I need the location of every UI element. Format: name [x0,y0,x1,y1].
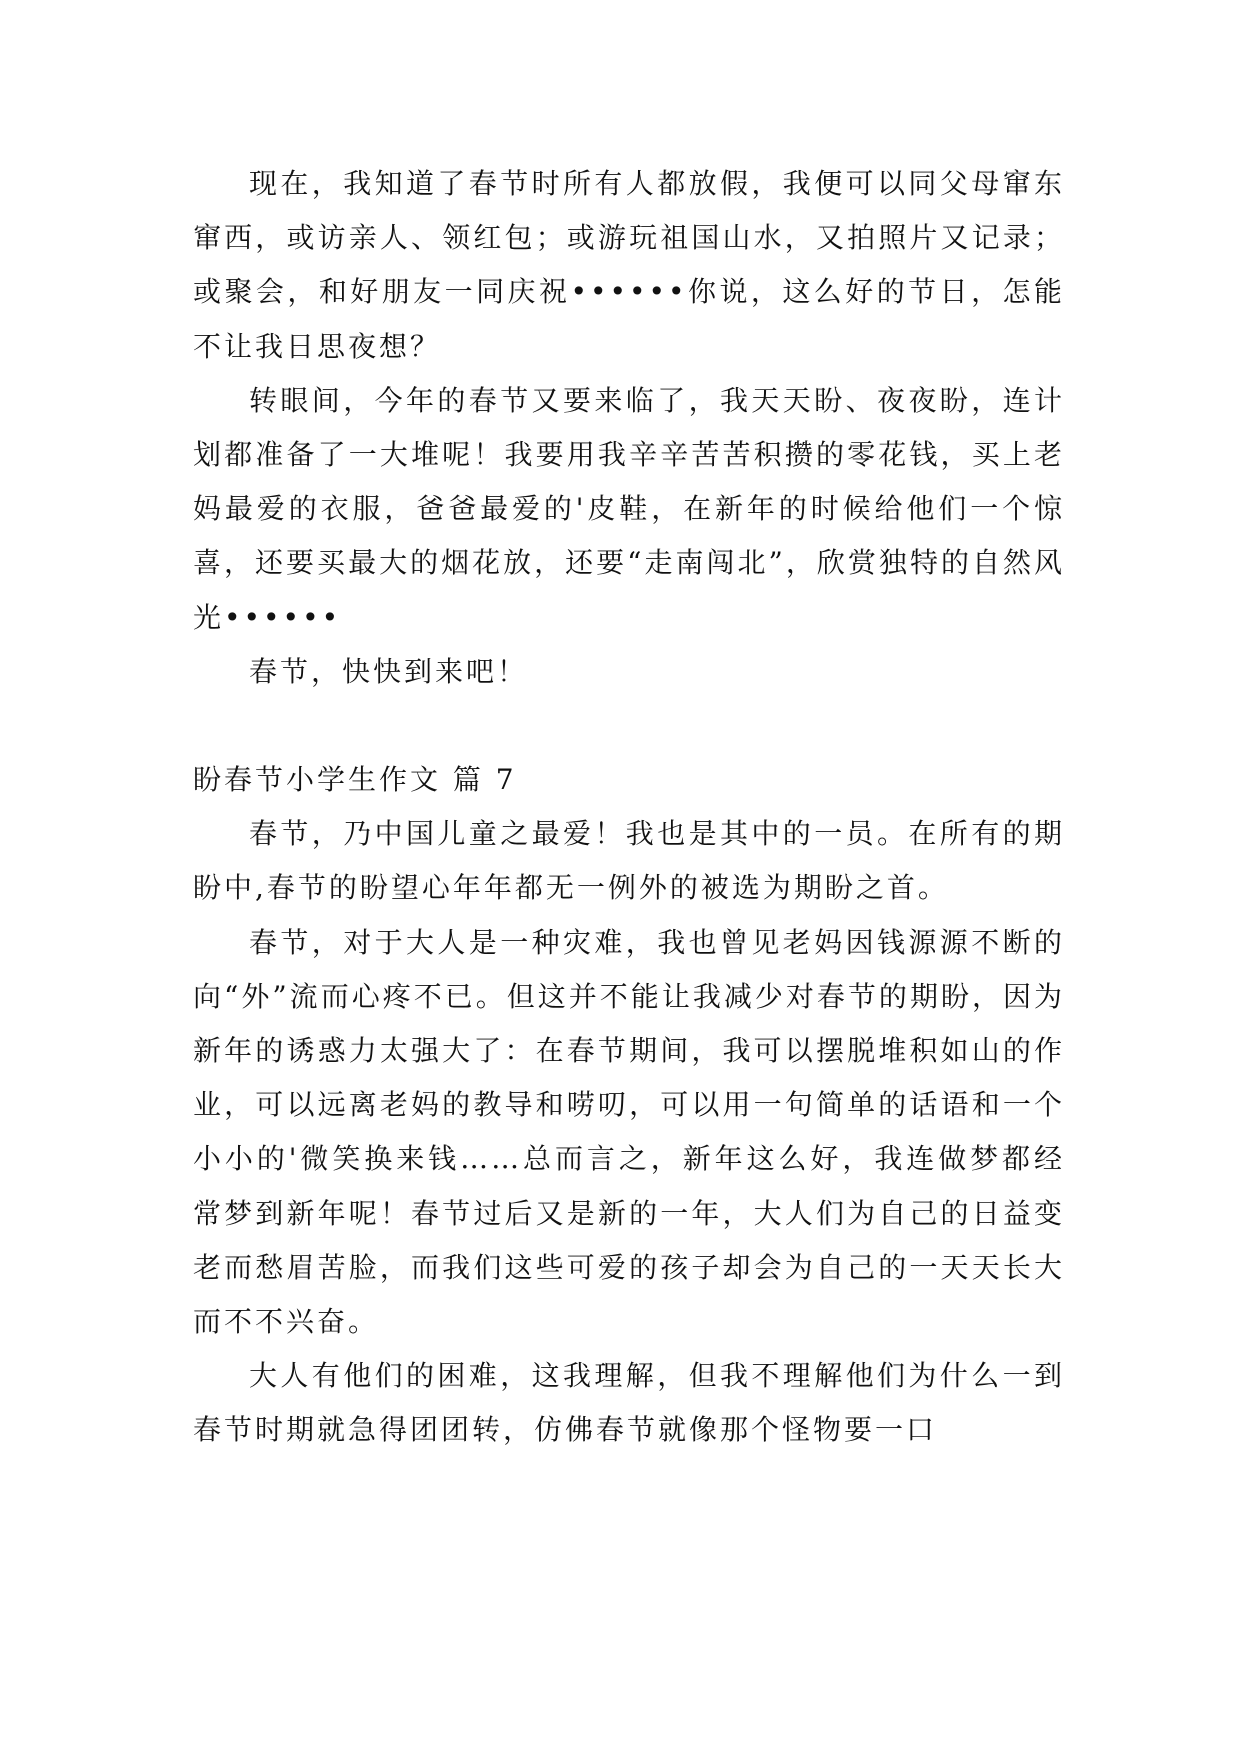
section-spacer [193,699,1065,753]
paragraph: 春节，对于大人是一种灾难，我也曾见老妈因钱源源不断的向“外”流而心疼不已。但这并不能让我减少对春节的期盼，因为新年的诱惑力太强大了：在春节期间，我可以摆脱堆积如山的作业，可以远离老妈的教导和唠叨，可以用一句简单的话语和一个小小的'微笑换来钱……总而言之，新年这么好，我连做梦都经常梦到新年呢！春节过后又是新的一年，大人们为自己的日益变老而愁眉苦脸，而我们这些可爱的孩子却会为自己的一天天长大而不不兴奋。 [193,925,1065,1339]
paragraph: 春节，快快到来吧！ [249,654,529,688]
paragraph: 春节，乃中国儿童之最爱！我也是其中的一员。在所有的期盼中,春节的盼望心年年都无一例外的被选为期盼之首。 [193,817,1065,905]
paragraph: 转眼间，今年的春节又要来临了，我天天盼、夜夜盼，连计划都准备了一大堆呢！我要用我辛辛苦苦积攒的零花钱，买上老妈最爱的衣服，爸爸最爱的'皮鞋，在新年的时候给他们一个惊喜，还要买最大的烟花放，还要“走南闯北”，欣赏独特的自然风光•••••• [193,383,1065,634]
section-heading: 盼春节小学生作文 篇 7 [193,763,517,797]
document-body [193,157,1065,1458]
paragraph: 大人有他们的困难，这我理解，但我不理解他们为什么一到春节时期就急得团团转，仿佛春节就像那个怪物要一口 [193,1359,1065,1447]
paragraph: 现在，我知道了春节时所有人都放假，我便可以同父母窜东窜西，或访亲人、领红包；或游玩祖国山水，又拍照片又记录；或聚会，和好朋友一同庆祝••••••你说，这么好的节日，怎能不让我日思夜想？ [193,167,1065,363]
